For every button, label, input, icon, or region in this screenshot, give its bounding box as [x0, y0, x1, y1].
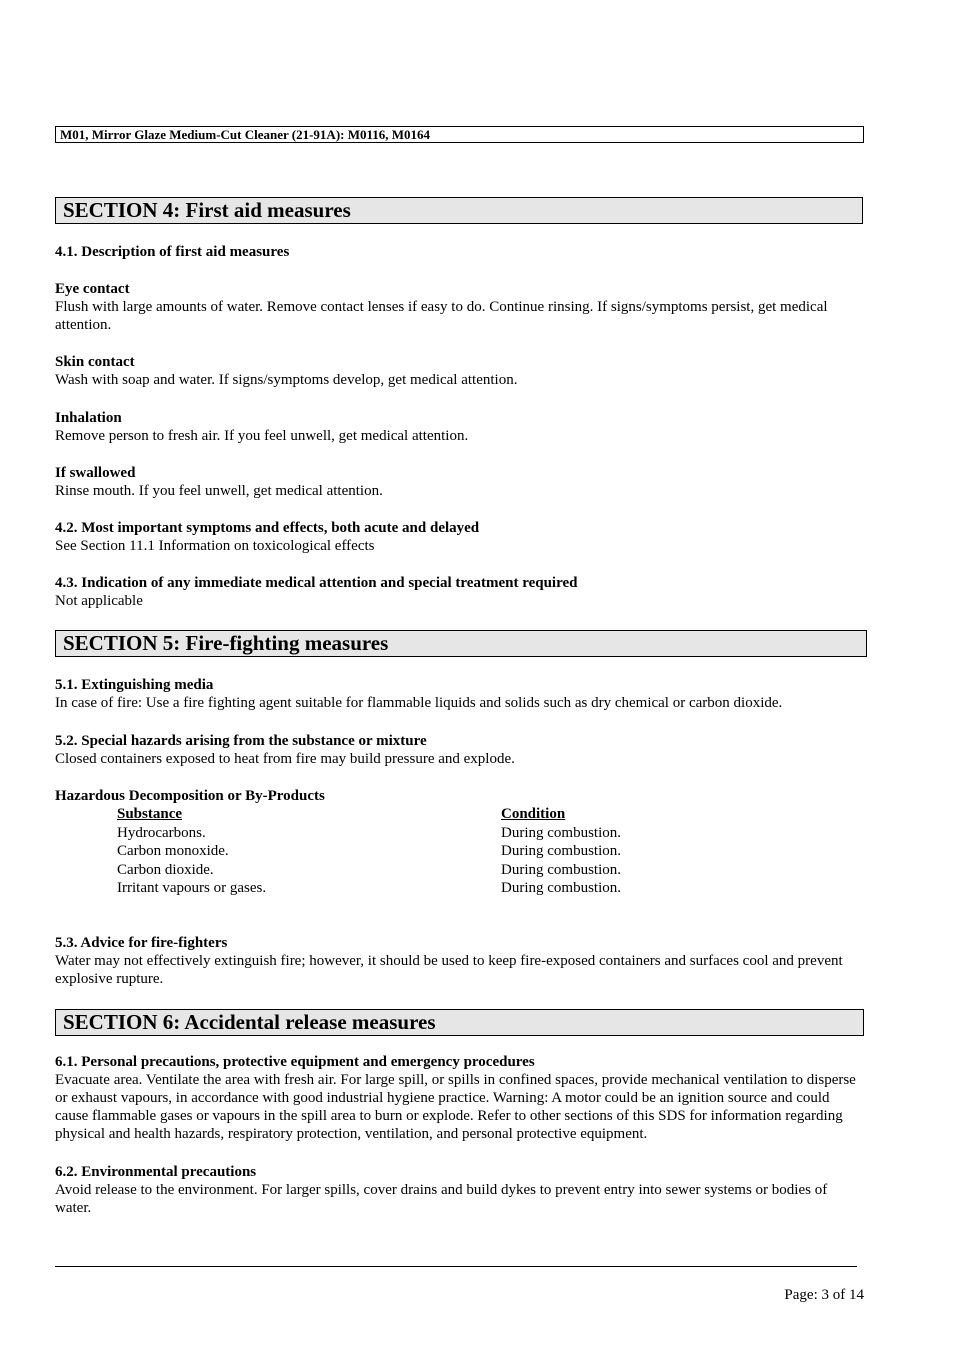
eye-contact-heading: Eye contact: [55, 281, 130, 297]
skin-contact-text: Wash with soap and water. If signs/symptoms develop, get medical attention.: [55, 372, 518, 388]
table-row: [117, 842, 677, 861]
s42-heading: 4.2. Most important symptoms and effects, both acute and delayed: [55, 520, 480, 536]
substance-cell: Irritant vapours or gases.: [117, 880, 267, 896]
swallowed-block: [55, 464, 860, 500]
table-row: [117, 861, 677, 880]
s62-text: Avoid release to the environment. For larger spills, cover drains and build dykes to prevent entry into sewer systems or bodies of water.: [55, 1182, 828, 1216]
s61-text: Evacuate area. Ventilate the area with fresh air. For large spill, or spills in confined spaces, provide mechanical ventilation to disperse or exhaust vapours, in accordance with good industrial hygiene practice. Warning: A motor could be an ignition source and could cause flammable gases or vapours in the spill area to burn or explode. Refer to other sections of this SDS for information regarding physical and health hazards, respiratory protection, ventilation, and personal protective equipment.: [55, 1072, 856, 1142]
s43-text: Not applicable: [55, 593, 143, 609]
section-4-title: SECTION 4: First aid measures: [55, 197, 863, 224]
swallowed-text: Rinse mouth. If you feel unwell, get medical attention.: [55, 483, 383, 499]
condition-cell: During combustion.: [501, 880, 621, 896]
product-header: M01, Mirror Glaze Medium-Cut Cleaner (21-91A): M0116, M0164: [55, 126, 864, 143]
s43-block: [55, 574, 860, 610]
s53-block: [55, 934, 860, 988]
table-header-row: [117, 805, 677, 824]
inhalation-heading: Inhalation: [55, 410, 122, 426]
s52-text: Closed containers exposed to heat from fire may build pressure and explode.: [55, 751, 515, 767]
condition-cell: During combustion.: [501, 861, 621, 878]
hazardous-heading: Hazardous Decomposition or By-Products: [55, 788, 325, 804]
s51-heading: 5.1. Extinguishing media: [55, 677, 214, 693]
s52-block: [55, 732, 860, 768]
page-number: Page: 3 of 14: [784, 1287, 864, 1303]
s51-block: [55, 676, 860, 712]
substance-cell: Carbon monoxide.: [117, 843, 229, 859]
skin-contact-heading: Skin contact: [55, 354, 135, 370]
footer-divider: [55, 1266, 857, 1267]
substance-cell: Carbon dioxide.: [117, 861, 214, 878]
section-6-title: SECTION 6: Accidental release measures: [55, 1009, 864, 1036]
s42-text: See Section 11.1 Information on toxicological effects: [55, 538, 375, 554]
s42-block: [55, 519, 860, 555]
table-row: [117, 824, 677, 843]
s53-text: Water may not effectively extinguish fire; however, it should be used to keep fire-exposed containers and surfaces cool and prevent explosive rupture.: [55, 953, 843, 987]
s41-heading: 4.1. Description of first aid measures: [55, 244, 290, 260]
s43-heading: 4.3. Indication of any immediate medical attention and special treatment required: [55, 575, 578, 591]
swallowed-heading: If swallowed: [55, 465, 136, 481]
condition-cell: During combustion.: [501, 824, 621, 841]
inhalation-block: [55, 409, 860, 445]
eye-contact-block: [55, 280, 860, 334]
inhalation-text: Remove person to fresh air. If you feel unwell, get medical attention.: [55, 428, 469, 444]
skin-contact-block: [55, 353, 860, 389]
s53-heading: 5.3. Advice for fire-fighters: [55, 935, 228, 951]
substance-cell: Hydrocarbons.: [117, 824, 206, 841]
col-substance: Substance: [117, 806, 183, 822]
table-row: [117, 879, 677, 898]
section-5-title: SECTION 5: Fire-fighting measures: [55, 630, 867, 657]
condition-cell: During combustion.: [501, 843, 621, 859]
s62-block: [55, 1163, 860, 1217]
s61-heading: 6.1. Personal precautions, protective equipment and emergency procedures: [55, 1054, 535, 1070]
s62-heading: 6.2. Environmental precautions: [55, 1164, 257, 1180]
col-condition: Condition: [501, 806, 566, 822]
s61-block: [55, 1053, 860, 1143]
eye-contact-text: Flush with large amounts of water. Remove contact lenses if easy to do. Continue rinsing. If signs/symptoms persist, get medical attention.: [55, 299, 828, 333]
hazardous-table: [117, 805, 677, 898]
s52-heading: 5.2. Special hazards arising from the substance or mixture: [55, 733, 427, 749]
s51-text: In case of fire: Use a fire fighting agent suitable for flammable liquids and solids such as dry chemical or carbon dioxide.: [55, 695, 783, 711]
